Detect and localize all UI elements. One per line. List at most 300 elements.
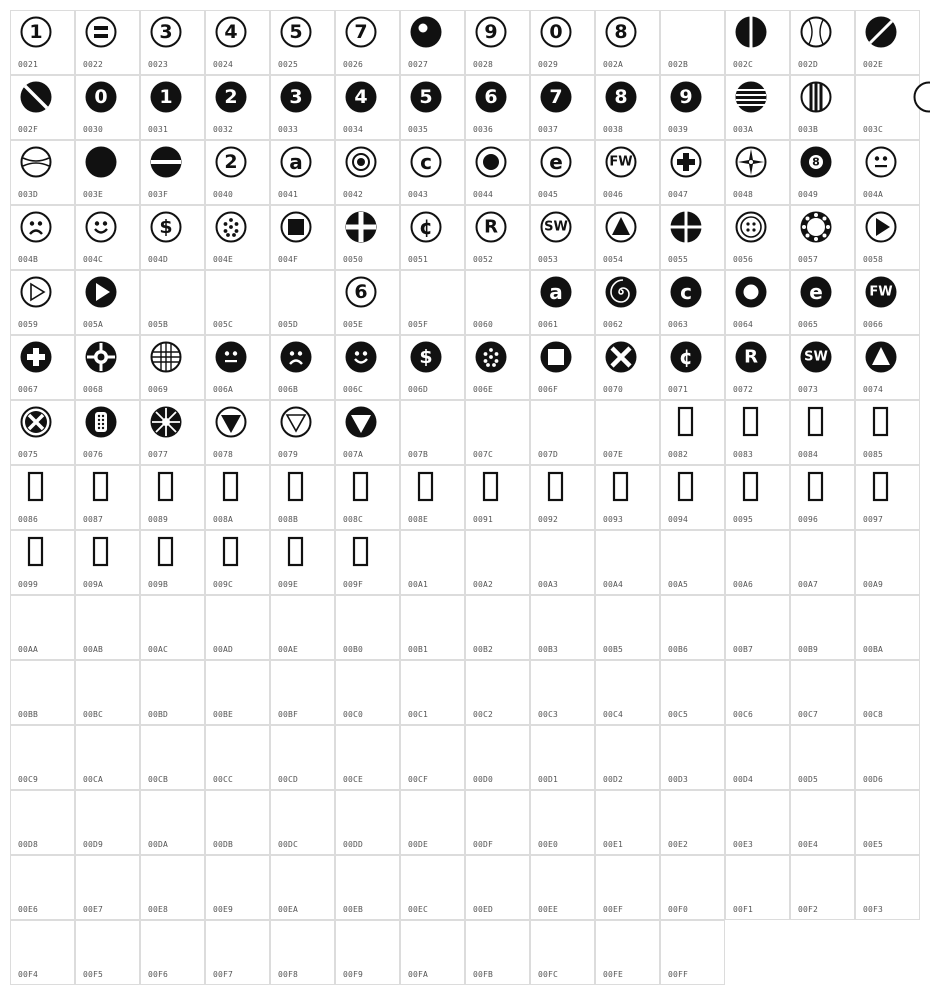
- glyph-cell: [400, 465, 465, 530]
- crosshair-filled-icon: [670, 211, 702, 243]
- glyph-code-label: 00F3: [863, 905, 884, 914]
- missing-glyph-icon: [345, 536, 377, 568]
- svg-text:c: c: [420, 150, 432, 174]
- glyph-cell: [530, 595, 595, 660]
- svg-text:R: R: [484, 216, 498, 238]
- glyph-cell: [400, 335, 465, 400]
- glyph-cell: [725, 10, 790, 75]
- glyph-cell: [725, 530, 790, 595]
- vertical-stripes-icon: [800, 81, 832, 113]
- glyph-cell: [400, 855, 465, 920]
- glyph-cell: [530, 855, 595, 920]
- glyph-cell: [855, 855, 920, 920]
- glyph-cell: [270, 270, 335, 335]
- glyph-cell: [855, 790, 920, 855]
- glyph-code-label: 00C5: [668, 710, 689, 719]
- glyph-cell: [855, 465, 920, 530]
- glyph-cell: [205, 465, 270, 530]
- glyph-code-label: 0046: [603, 190, 624, 199]
- glyph-cell: [465, 75, 530, 140]
- glyph-cell: [335, 530, 400, 595]
- glyph-cell: [595, 140, 660, 205]
- glyph-cell: [595, 920, 660, 985]
- glyph-cell: [335, 205, 400, 270]
- glyph-code-label: 0041: [278, 190, 299, 199]
- glyph-code-label: 00E5: [863, 840, 884, 849]
- glyph-cell: [790, 530, 855, 595]
- glyph-code-label: 007E: [603, 450, 624, 459]
- missing-glyph-icon: [735, 471, 767, 503]
- glyph-code-label: 0052: [473, 255, 494, 264]
- glyph-code-label: 00FA: [408, 970, 429, 979]
- glyph-code-label: 004B: [18, 255, 39, 264]
- glyph-cell: [335, 855, 400, 920]
- svg-text:7: 7: [549, 86, 563, 108]
- glyph-code-label: 00B0: [343, 645, 364, 654]
- glyph-code-label: 00DD: [343, 840, 364, 849]
- solid-circle-icon: [85, 146, 117, 178]
- glyph-cell: [140, 790, 205, 855]
- glyph-cell: [205, 400, 270, 465]
- glyph-cell: [660, 10, 725, 75]
- glyph-code-label: 0030: [83, 125, 104, 134]
- glyph-cell: [465, 335, 530, 400]
- glyph-code-label: 00E1: [603, 840, 624, 849]
- glyph-code-label: 00D6: [863, 775, 884, 784]
- spiral-icon: [605, 276, 637, 308]
- glyph-cell: [465, 790, 530, 855]
- glyph-code-label: 00E7: [83, 905, 104, 914]
- glyph-cell: [10, 270, 75, 335]
- letter-e-outline-icon: [540, 146, 572, 178]
- smile-face-outline-icon: [85, 211, 117, 243]
- glyph-cell: [855, 660, 920, 725]
- svg-text:6: 6: [484, 86, 498, 108]
- glyph-code-label: 00A5: [668, 580, 689, 589]
- glyph-code-label: 0053: [538, 255, 559, 264]
- glyph-cell: [595, 595, 660, 660]
- glyph-code-label: 00BB: [18, 710, 39, 719]
- glyph-code-label: 0075: [18, 450, 39, 459]
- glyph-code-label: 009F: [343, 580, 364, 589]
- svg-text:0: 0: [94, 86, 108, 108]
- glyph-code-label: 004F: [278, 255, 299, 264]
- glyph-code-label: 00E9: [213, 905, 234, 914]
- svg-text:8: 8: [614, 86, 628, 108]
- glyph-code-label: 0022: [83, 60, 104, 69]
- glyph-cell: [205, 920, 270, 985]
- missing-glyph-icon: [800, 406, 832, 438]
- glyph-code-label: 00C7: [798, 710, 819, 719]
- glyph-code-label: 0070: [603, 385, 624, 394]
- glyph-code-label: 008C: [343, 515, 364, 524]
- letter-a-outline-icon: [280, 146, 312, 178]
- glyph-code-label: 00CA: [83, 775, 104, 784]
- glyph-cell: [270, 205, 335, 270]
- glyph-code-label: 0057: [798, 255, 819, 264]
- svg-text:$: $: [419, 346, 433, 368]
- glyph-code-label: 0065: [798, 320, 819, 329]
- num-0-filled-icon: [85, 81, 117, 113]
- glyph-code-label: 007D: [538, 450, 559, 459]
- square-filled-circle-icon: [540, 341, 572, 373]
- glyph-code-label: 0055: [668, 255, 689, 264]
- glyph-code-label: 0037: [538, 125, 559, 134]
- glyph-cell: [595, 205, 660, 270]
- glyph-cell: [10, 855, 75, 920]
- glyph-cell: [465, 595, 530, 660]
- glyph-code-label: 0054: [603, 255, 624, 264]
- glyph-code-label: 006D: [408, 385, 429, 394]
- glyph-cell: [660, 725, 725, 790]
- glyph-cell: [205, 855, 270, 920]
- glyph-cell: [595, 855, 660, 920]
- glyph-cell: [75, 920, 140, 985]
- glyph-code-label: 006C: [343, 385, 364, 394]
- glyph-code-label: 008B: [278, 515, 299, 524]
- glyph-cell: [335, 10, 400, 75]
- num-6-outline-icon: [345, 276, 377, 308]
- glyph-cell: [75, 465, 140, 530]
- glyph-code-label: 0062: [603, 320, 624, 329]
- glyph-code-label: 00E8: [148, 905, 169, 914]
- glyph-code-label: 00A1: [408, 580, 429, 589]
- glyph-code-label: 003E: [83, 190, 104, 199]
- glyph-cell: [335, 140, 400, 205]
- glyph-cell: [140, 75, 205, 140]
- num-3-filled-icon: [280, 81, 312, 113]
- glyph-cell: [335, 465, 400, 530]
- glyph-code-label: 0059: [18, 320, 39, 329]
- glyph-cell: [10, 660, 75, 725]
- missing-glyph-icon: [280, 536, 312, 568]
- svg-text:4: 4: [224, 21, 238, 43]
- glyph-cell: [75, 10, 140, 75]
- glyph-code-label: 00F8: [278, 970, 299, 979]
- baseball-outline-icon: [20, 146, 52, 178]
- fw-filled-icon: [865, 276, 897, 308]
- glyph-cell: [270, 10, 335, 75]
- glyph-cell: [335, 920, 400, 985]
- svg-text:9: 9: [679, 86, 693, 108]
- letter-r-outline-icon: [475, 211, 507, 243]
- glyph-code-label: 0060: [473, 320, 494, 329]
- missing-glyph-icon: [20, 471, 52, 503]
- glyph-code-label: 0094: [668, 515, 689, 524]
- dollar-filled-icon: [410, 341, 442, 373]
- glyph-cell: [530, 10, 595, 75]
- missing-glyph-icon: [735, 406, 767, 438]
- glyph-cell: [140, 140, 205, 205]
- glyph-cell: [270, 790, 335, 855]
- glyph-code-label: 00FF: [668, 970, 689, 979]
- glyph-code-label: 0025: [278, 60, 299, 69]
- glyph-cell: [725, 140, 790, 205]
- glyph-cell: [725, 790, 790, 855]
- missing-glyph-icon: [345, 471, 377, 503]
- missing-glyph-icon: [20, 536, 52, 568]
- glyph-code-label: 003D: [18, 190, 39, 199]
- lifebuoy-icon: [85, 341, 117, 373]
- glyph-cell: [660, 335, 725, 400]
- glyph-cell: [10, 790, 75, 855]
- glyph-code-label: 00F2: [798, 905, 819, 914]
- svg-text:3: 3: [159, 21, 173, 43]
- glyph-code-label: 008A: [213, 515, 234, 524]
- svg-text:R: R: [744, 346, 758, 368]
- glyph-code-label: 0033: [278, 125, 299, 134]
- glyph-cell: [725, 465, 790, 530]
- missing-glyph-icon: [865, 471, 897, 503]
- glyph-code-label: 003F: [148, 190, 169, 199]
- glyph-code-label: 00EE: [538, 905, 559, 914]
- glyph-code-label: 00A2: [473, 580, 494, 589]
- glyph-cell: [400, 10, 465, 75]
- glyph-code-label: 00E2: [668, 840, 689, 849]
- glyph-code-label: 00BC: [83, 710, 104, 719]
- glyph-cell: [530, 530, 595, 595]
- glyph-cell: [270, 530, 335, 595]
- glyph-code-label: 0051: [408, 255, 429, 264]
- glyph-code-label: 0050: [343, 255, 364, 264]
- glyph-cell: [595, 790, 660, 855]
- glyph-code-label: 0063: [668, 320, 689, 329]
- num-4-outline-icon: [215, 16, 247, 48]
- triangle-down-outline-icon: [215, 406, 247, 438]
- button-icon: [735, 211, 767, 243]
- glyph-code-label: 008E: [408, 515, 429, 524]
- glyph-cell: [465, 855, 530, 920]
- glyph-code-label: 003B: [798, 125, 819, 134]
- x-outline-icon: [20, 406, 52, 438]
- glyph-code-label: 00D4: [733, 775, 754, 784]
- glyph-code-label: 0026: [343, 60, 364, 69]
- svg-text:SW: SW: [804, 349, 828, 365]
- glyph-code-label: 00D5: [798, 775, 819, 784]
- glyph-code-label: 00B2: [473, 645, 494, 654]
- glyph-cell: [10, 335, 75, 400]
- glyph-code-label: 0096: [798, 515, 819, 524]
- glyph-code-label: 00DB: [213, 840, 234, 849]
- glyph-code-label: 00E3: [733, 840, 754, 849]
- glyph-cell: [75, 400, 140, 465]
- glyph-code-label: 0068: [83, 385, 104, 394]
- glyph-cell: [595, 660, 660, 725]
- num-3-outline-icon: [150, 16, 182, 48]
- glyph-cell: [530, 790, 595, 855]
- glyph-code-label: 00AE: [278, 645, 299, 654]
- glyph-cell: [140, 530, 205, 595]
- glyph-cell: [725, 270, 790, 335]
- glyph-code-label: 005C: [213, 320, 234, 329]
- glyph-cell: [465, 530, 530, 595]
- glyph-cell: [595, 530, 660, 595]
- glyph-cell: [660, 140, 725, 205]
- glyph-cell: [530, 270, 595, 335]
- glyph-code-label: 006A: [213, 385, 234, 394]
- glyph-code-label: 0024: [213, 60, 234, 69]
- glyph-code-label: 00A6: [733, 580, 754, 589]
- glyph-cell: [790, 270, 855, 335]
- glyph-cell: [140, 855, 205, 920]
- glyph-cell: [10, 75, 75, 140]
- glyph-code-label: 002E: [863, 60, 884, 69]
- glyph-code-label: 00EB: [343, 905, 364, 914]
- glyph-cell: [205, 270, 270, 335]
- glyph-code-label: 00C8: [863, 710, 884, 719]
- glyph-code-label: 00AB: [83, 645, 104, 654]
- glyph-cell: [205, 75, 270, 140]
- glyph-cell: [855, 595, 920, 660]
- glyph-cell: [855, 725, 920, 790]
- globe-icon: [150, 341, 182, 373]
- glyph-cell: [725, 400, 790, 465]
- glyph-code-label: 0045: [538, 190, 559, 199]
- glyph-code-label: 0073: [798, 385, 819, 394]
- glyph-code-label: 0031: [148, 125, 169, 134]
- glyph-cell: [335, 595, 400, 660]
- glyph-cell: [140, 465, 205, 530]
- glyph-code-label: 0072: [733, 385, 754, 394]
- glyph-cell: [75, 595, 140, 660]
- glyph-cell: [400, 75, 465, 140]
- glyph-code-label: 0058: [863, 255, 884, 264]
- glyph-code-label: 00AD: [213, 645, 234, 654]
- glyph-code-label: 00CF: [408, 775, 429, 784]
- glyph-code-label: 0042: [343, 190, 364, 199]
- glyph-cell: [270, 920, 335, 985]
- target-icon: [345, 146, 377, 178]
- glyph-cell: [205, 725, 270, 790]
- glyph-cell: [270, 75, 335, 140]
- missing-glyph-icon: [410, 471, 442, 503]
- glyph-cell: [75, 270, 140, 335]
- glyph-cell: [790, 465, 855, 530]
- glyph-code-label: 0069: [148, 385, 169, 394]
- cent-outline-icon: [410, 211, 442, 243]
- glyph-code-label: 0044: [473, 190, 494, 199]
- glyph-cell: [465, 10, 530, 75]
- glyph-code-label: 0061: [538, 320, 559, 329]
- glyph-cell: [530, 140, 595, 205]
- glyph-code-label: 0092: [538, 515, 559, 524]
- glyph-code-label: 0035: [408, 125, 429, 134]
- glyph-code-label: 0034: [343, 125, 364, 134]
- glyph-code-label: 007C: [473, 450, 494, 459]
- svg-text:2: 2: [224, 151, 238, 173]
- missing-glyph-icon: [150, 536, 182, 568]
- glyph-cell: [335, 270, 400, 335]
- glyph-code-label: 004E: [213, 255, 234, 264]
- glyph-code-label: 0078: [213, 450, 234, 459]
- glyph-code-label: 0085: [863, 450, 884, 459]
- glyph-code-label: 00FB: [473, 970, 494, 979]
- svg-text:3: 3: [289, 86, 303, 108]
- glyph-code-label: 0064: [733, 320, 754, 329]
- glyph-cell: [790, 10, 855, 75]
- x-filled-icon: [605, 341, 637, 373]
- missing-glyph-icon: [215, 536, 247, 568]
- glyph-code-label: 009B: [148, 580, 169, 589]
- glyph-code-label: 004D: [148, 255, 169, 264]
- num-8-filled-icon: [605, 81, 637, 113]
- svg-text:¢: ¢: [679, 345, 693, 369]
- glyph-cell: [335, 75, 400, 140]
- svg-text:c: c: [680, 280, 692, 304]
- svg-text:FW: FW: [869, 284, 893, 300]
- glyph-cell: [790, 855, 855, 920]
- glyph-cell: [205, 660, 270, 725]
- glyph-code-label: 0086: [18, 515, 39, 524]
- glyph-cell: [855, 205, 920, 270]
- missing-glyph-icon: [670, 406, 702, 438]
- equals-outline-icon: [85, 16, 117, 48]
- glyph-code-label: 00DC: [278, 840, 299, 849]
- num-8-outline-icon: [605, 16, 637, 48]
- num-5-outline-icon: [280, 16, 312, 48]
- glyph-code-label: 0074: [863, 385, 884, 394]
- svg-text:1: 1: [29, 21, 43, 43]
- glyph-code-label: 0076: [83, 450, 104, 459]
- glyph-code-label: 002A: [603, 60, 624, 69]
- glyph-cell: [790, 75, 855, 140]
- glyph-cell: [530, 205, 595, 270]
- glyph-code-label: 00FE: [603, 970, 624, 979]
- glyph-cell: [465, 660, 530, 725]
- glyph-cell: [465, 140, 530, 205]
- glyph-code-label: 0071: [668, 385, 689, 394]
- glyph-cell: [10, 725, 75, 790]
- minus-circle-icon: [150, 146, 182, 178]
- glyph-code-label: 00B6: [668, 645, 689, 654]
- glyph-code-label: 0082: [668, 450, 689, 459]
- glyph-cell: [465, 205, 530, 270]
- glyph-code-label: 0091: [473, 515, 494, 524]
- glyph-cell: [855, 75, 920, 140]
- glyph-code-label: 002C: [733, 60, 754, 69]
- letter-a-filled-icon: [540, 276, 572, 308]
- glyph-code-label: 004A: [863, 190, 884, 199]
- glyph-code-label: 00C1: [408, 710, 429, 719]
- glyph-code-label: 00A7: [798, 580, 819, 589]
- glyph-cell: [400, 660, 465, 725]
- glyph-cell: [660, 530, 725, 595]
- glyph-code-label: 00CE: [343, 775, 364, 784]
- glyph-code-label: 00DE: [408, 840, 429, 849]
- glyph-cell: [335, 725, 400, 790]
- glyph-cell: [725, 335, 790, 400]
- triangle-up-filled-icon: [865, 341, 897, 373]
- glyph-cell: [660, 595, 725, 660]
- glyph-cell: [855, 400, 920, 465]
- svg-text:SW: SW: [544, 219, 568, 235]
- glyph-code-label: 0029: [538, 60, 559, 69]
- glyph-code-label: 0087: [83, 515, 104, 524]
- svg-text:1: 1: [159, 86, 173, 108]
- glyph-code-label: 003A: [733, 125, 754, 134]
- slash-circle-icon: [865, 16, 897, 48]
- glyph-code-label: 00FC: [538, 970, 559, 979]
- glyph-cell: [335, 660, 400, 725]
- glyph-code-label: 00F1: [733, 905, 754, 914]
- glyph-code-label: 0084: [798, 450, 819, 459]
- glyph-code-label: 00C0: [343, 710, 364, 719]
- glyph-cell: [270, 335, 335, 400]
- glyph-code-label: 00B7: [733, 645, 754, 654]
- glyph-cell: [10, 530, 75, 595]
- num-6-filled-icon: [475, 81, 507, 113]
- glyph-cell: [465, 920, 530, 985]
